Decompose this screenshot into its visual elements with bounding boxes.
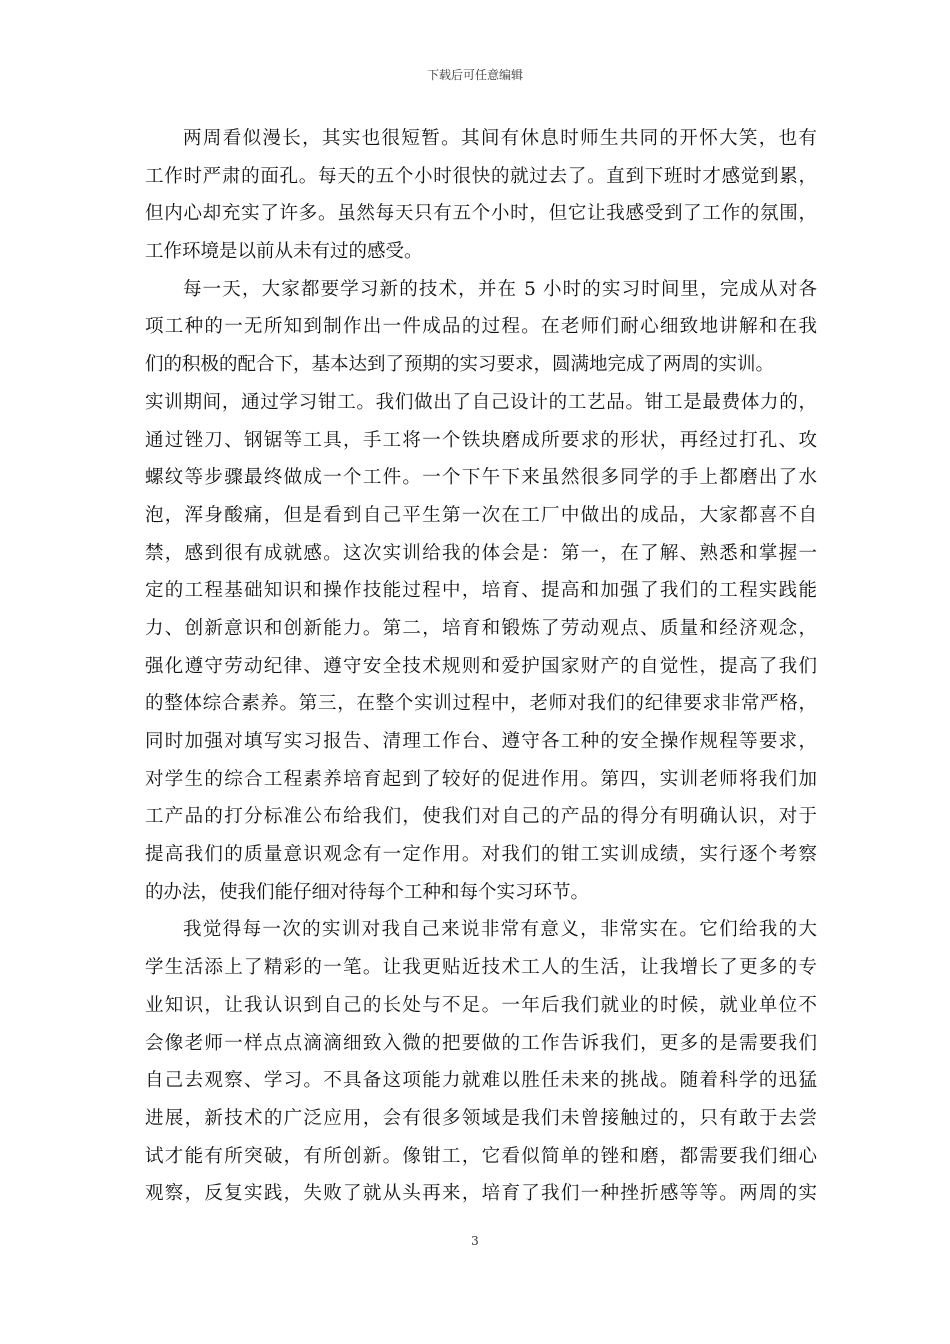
paragraph-line: 工产品的打分标准公布给我们，使我们对自己的产品的得分有明确认识，对于	[145, 806, 817, 828]
paragraph-line: 观察，反复实践，失败了就从头再来，培育了我们一种挫折感等等。两周的实	[145, 1183, 817, 1205]
paragraph-1	[145, 120, 817, 271]
paragraph-line: 学生活添上了精彩的一笔。让我更贴近技术工人的生活，让我增长了更多的专	[145, 957, 817, 979]
paragraph-line: 工作环境是以前从未有过的感受。	[145, 241, 423, 263]
paragraph-line: 工作时严肃的面孔。每天的五个小时很快的就过去了。直到下班时才感觉到累，	[145, 165, 817, 187]
paragraph-line: 对学生的综合工程素养培育起到了较好的促进作用。第四，实训老师将我们加	[145, 768, 817, 790]
paragraph-line: 会像老师一样点点滴滴细致入微的把要做的工作告诉我们，更多的是需要我们	[145, 1032, 817, 1054]
paragraph-line: 通过锉刀、钢锯等工具，手工将一个铁块磨成所要求的形状，再经过打孔、攻	[145, 429, 817, 451]
paragraph-line: 两周看似漫长，其实也很短暂。其间有休息时师生共同的开怀大笑，也有	[183, 128, 817, 149]
paragraph-line: 同时加强对填写实习报告、清理工作台、遵守各工种的安全操作规程等要求，	[145, 731, 817, 752]
paragraph-line: 自己去观察、学习。不具备这项能力就难以胜任未来的挑战。随着科学的迅猛	[145, 1070, 817, 1092]
paragraph-line: 但内心却充实了许多。虽然每天只有五个小时，但它让我感受到了工作的氛围，	[145, 203, 817, 225]
paragraph-line: 的办法，使我们能仔细对待每个工种和每个实习环节。	[145, 881, 590, 903]
paragraph-line: 实训期间，通过学习钳工。我们做出了自己设计的工艺品。钳工是最费体力的，	[145, 391, 817, 413]
paragraph-3	[145, 911, 817, 1213]
paragraph-line: 试才能有所突破，有所创新。像钳工，它看似简单的锉和磨，都需要我们细心	[145, 1145, 817, 1167]
paragraph-line: 泡，浑身酸痛，但是看到自己平生第一次在工厂中做出的成品，大家都喜不自	[145, 504, 817, 526]
page-header: 下载后可任意编辑	[426, 68, 523, 82]
paragraph-line: 强化遵守劳动纪律、遵守安全技术规则和爱护国家财产的自觉性，提高了我们	[145, 655, 817, 677]
page-number: 3	[471, 1234, 479, 1248]
document-body	[145, 120, 817, 1213]
paragraph-line: 力、创新意识和创新能力。第二，培育和锻炼了劳动观点、质量和经济观念，	[145, 617, 817, 639]
paragraph-line: 的整体综合素养。第三，在整个实训过程中，老师对我们的纪律要求非常严格，	[145, 693, 817, 715]
paragraph-line: 定的工程基础知识和操作技能过程中，培育、提高和加强了我们的工程实践能	[145, 580, 817, 602]
paragraph-2	[145, 271, 817, 912]
paragraph-line: 们的积极的配合下，基本达到了预期的实习要求，圆满地完成了两周的实训。	[145, 354, 775, 376]
paragraph-line: 我觉得每一次的实训对我自己来说非常有意义，非常实在。它们给我的大	[183, 919, 817, 941]
paragraph-line: 提高我们的质量意识观念有一定作用。对我们的钳工实训成绩，实行逐个考察	[145, 844, 817, 866]
paragraph-line: 业知识，让我认识到自己的长处与不足。一年后我们就业的时候，就业单位不	[145, 994, 817, 1016]
paragraph-line: 进展，新技术的广泛应用，会有很多领域是我们未曾接触过的，只有敢于去尝	[145, 1107, 817, 1129]
paragraph-line: 项工种的一无所知到制作出一件成品的过程。在老师们耐心细致地讲解和在我	[145, 316, 817, 338]
paragraph-line: 每一天，大家都要学习新的技术，并在 5 小时的实习时间里，完成从对各	[183, 278, 817, 300]
paragraph-line: 禁，感到很有成就感。这次实训给我的体会是：第一，在了解、熟悉和掌握一	[145, 542, 817, 564]
paragraph-line: 螺纹等步骤最终做成一个工件。一个下午下来虽然很多同学的手上都磨出了水	[145, 467, 817, 489]
